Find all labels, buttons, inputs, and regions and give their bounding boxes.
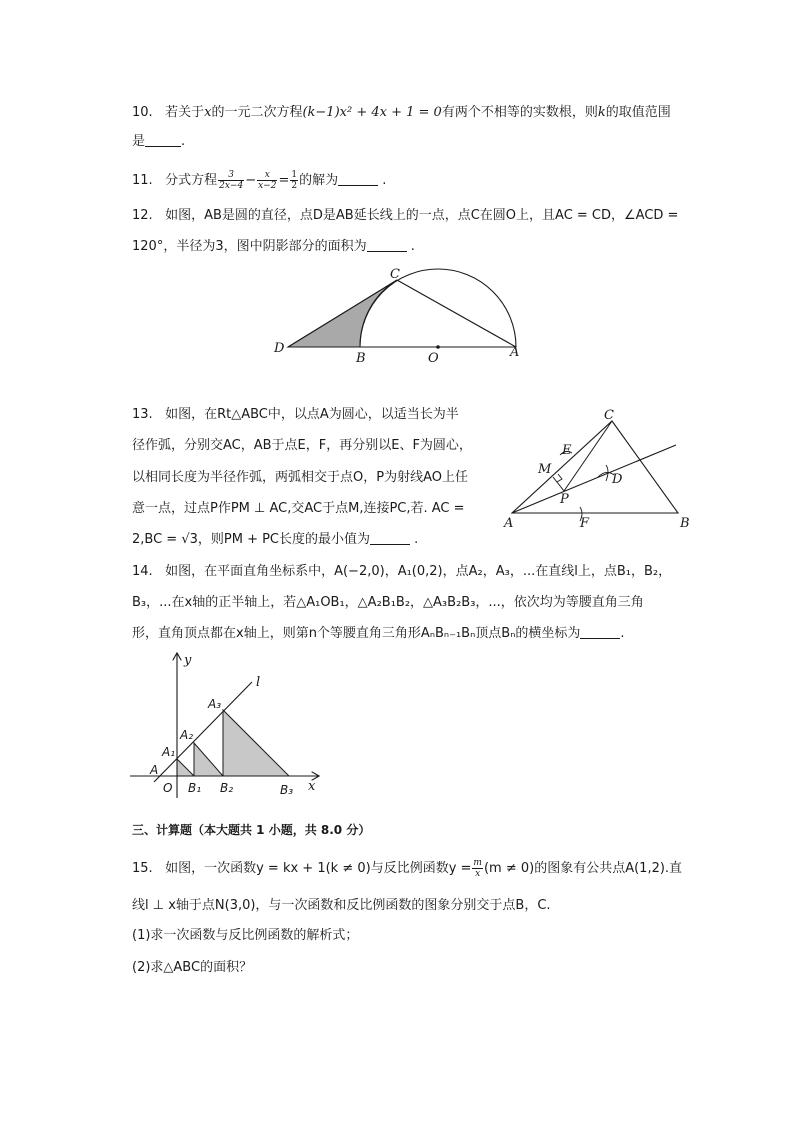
label-E: E — [562, 443, 572, 458]
q13-figure — [500, 405, 700, 535]
q15-line2 — [132, 896, 551, 916]
answer-blank[interactable] — [145, 132, 181, 147]
q13-text: 2,BC = √3，则PM + PC长度的最小值为 — [132, 532, 371, 547]
label-y: y — [184, 653, 192, 668]
label-B3: B₃ — [280, 783, 294, 797]
q10-text: 的一元二次方程 — [211, 105, 303, 120]
q11-frac3: $\frac{1}{2}$ — [291, 170, 298, 191]
q11-frac2: $\frac{x}{x-2}$ — [258, 170, 277, 191]
q15-number: 15. — [132, 861, 153, 876]
answer-blank[interactable] — [338, 171, 378, 186]
q10-text: 若关于 — [165, 105, 205, 120]
label-A: A — [150, 763, 159, 777]
q13-text: 径作弧，分别交AC，AB于点E，F，再分别以E、F为圆心， — [132, 438, 472, 453]
q13-text: 意一点，过点P作PM ⊥ AC,交AC于点M,连接PC,若. AC = — [132, 501, 465, 516]
q11-line — [132, 168, 386, 194]
q10-text: 的取值范围 — [605, 105, 671, 120]
label-C: C — [390, 268, 400, 282]
label-D: D — [612, 472, 623, 487]
ray-AO — [512, 445, 676, 513]
q10-var-x: x — [204, 105, 212, 120]
q12-number: 12. — [132, 208, 153, 223]
label-B: B — [680, 516, 690, 531]
q15-part1: (1)求一次函数与反比例函数的解析式； — [132, 928, 359, 943]
label-B2: B₂ — [220, 781, 234, 795]
label-A3: A₃ — [208, 697, 222, 711]
q13-text: 如图，在Rt△ABC中，以点A为圆心，以适当长为半 — [165, 407, 459, 422]
q11-text: 的解为 — [299, 173, 339, 188]
label-C: C — [604, 408, 614, 423]
q13-line2 — [132, 436, 472, 456]
q15-text: 如图，一次函数y = kx + 1(k ≠ 0)与反比例函数y = — [165, 861, 472, 876]
q11-period: . — [382, 173, 387, 188]
q14-text: B₃，...在x轴的正半轴上，若△A₁OB₁，△A₂B₁B₂，△A₃B₂B₃，...，依次均为等腰直角三角 — [132, 595, 644, 610]
label-F: F — [580, 516, 590, 531]
q14-line2 — [132, 593, 644, 613]
q14-period: . — [620, 626, 625, 641]
q12-line2 — [132, 237, 415, 257]
q12-period: . — [410, 239, 415, 254]
q13-line5 — [132, 530, 418, 550]
triangle-ABC — [512, 421, 678, 513]
q15-line1 — [132, 856, 682, 882]
label-B1: B₁ — [188, 781, 202, 795]
q11-number: 11. — [132, 173, 153, 188]
q13-line1 — [132, 405, 459, 425]
q10-line1 — [132, 103, 671, 123]
q14-line3 — [132, 624, 625, 644]
triangle-A1OB1 — [177, 759, 194, 776]
label-B: B — [356, 351, 366, 366]
q10-period: . — [181, 134, 186, 149]
label-O: O — [428, 351, 439, 366]
line-CA — [397, 280, 516, 347]
q14-text: 如图，在平面直角坐标系中，A(−2,0)，A₁(0,2)，点A₂，A₃，...在直线l上，点B₁，B₂， — [165, 564, 672, 579]
q13-line3 — [132, 468, 468, 488]
q13-line4 — [132, 499, 465, 519]
label-P: P — [560, 492, 569, 507]
q10-line2 — [132, 132, 185, 152]
q13-number: 13. — [132, 407, 153, 422]
q12-text: 如图，AB是圆的直径，点D是AB延长线上的一点，点C在圆O上，且AC = CD，∠ACD = — [165, 208, 679, 223]
q10-equation: (k−1)x² + 4x + 1 = 0 — [302, 105, 442, 120]
triangle-A3B2B3 — [223, 710, 289, 776]
q10-text: 是 — [132, 134, 146, 149]
label-A1: A₁ — [162, 745, 176, 759]
q12-figure — [270, 268, 530, 368]
q10-number: 10. — [132, 105, 153, 120]
triangle-A2B1B2 — [194, 743, 223, 776]
q11-equals: = — [278, 173, 290, 188]
q12-text: 120°，半径为3，图中阴影部分的面积为 — [132, 239, 367, 254]
q10-text: 有两个不相等的实数根，则 — [441, 105, 598, 120]
label-O: O — [163, 781, 173, 795]
center-dot — [436, 345, 440, 349]
q11-minus: − — [245, 173, 257, 188]
right-angle-mark — [557, 474, 562, 482]
q13-text: 以相同长度为半径作弧，两弧相交于点O，P为射线AO上任 — [132, 470, 468, 485]
label-x: x — [308, 779, 316, 794]
label-A2: A₂ — [180, 728, 194, 742]
answer-blank[interactable] — [370, 530, 410, 545]
q15-frac: $\frac{m}{x}$ — [473, 858, 482, 879]
q11-text: 分式方程 — [165, 173, 218, 188]
q15-text: 线l ⊥ x轴于点N(3,0)，与一次函数和反比例函数的图象分别交于点B，C. — [132, 898, 551, 913]
section-heading: 三、计算题（本大题共 1 小题，共 8.0 分） — [132, 823, 371, 837]
q14-line1 — [132, 562, 671, 582]
q15-text: (m ≠ 0)的图象有公共点A(1,2).直 — [483, 861, 683, 876]
semicircle-arc — [360, 269, 516, 347]
label-l: l — [256, 675, 261, 690]
label-A: A — [510, 345, 520, 360]
label-M: M — [538, 462, 552, 477]
q15-part2: (2)求△ABC的面积？ — [132, 960, 253, 975]
answer-blank[interactable] — [580, 624, 620, 639]
answer-blank[interactable] — [367, 237, 407, 252]
q12-line1 — [132, 206, 678, 226]
q14-text: 形，直角顶点都在x轴上，则第n个等腰直角三角形AₙBₙ₋₁Bₙ顶点Bₙ的横坐标为 — [132, 626, 581, 641]
arc-intersection-2 — [606, 465, 608, 481]
q10-var-k: k — [597, 105, 606, 120]
label-A: A — [504, 516, 514, 531]
q11-frac1: $\frac{3}{2x-4}$ — [219, 170, 244, 191]
q13-period: . — [414, 532, 419, 547]
q14-figure — [128, 650, 328, 800]
label-D: D — [274, 341, 285, 356]
q14-number: 14. — [132, 564, 153, 579]
